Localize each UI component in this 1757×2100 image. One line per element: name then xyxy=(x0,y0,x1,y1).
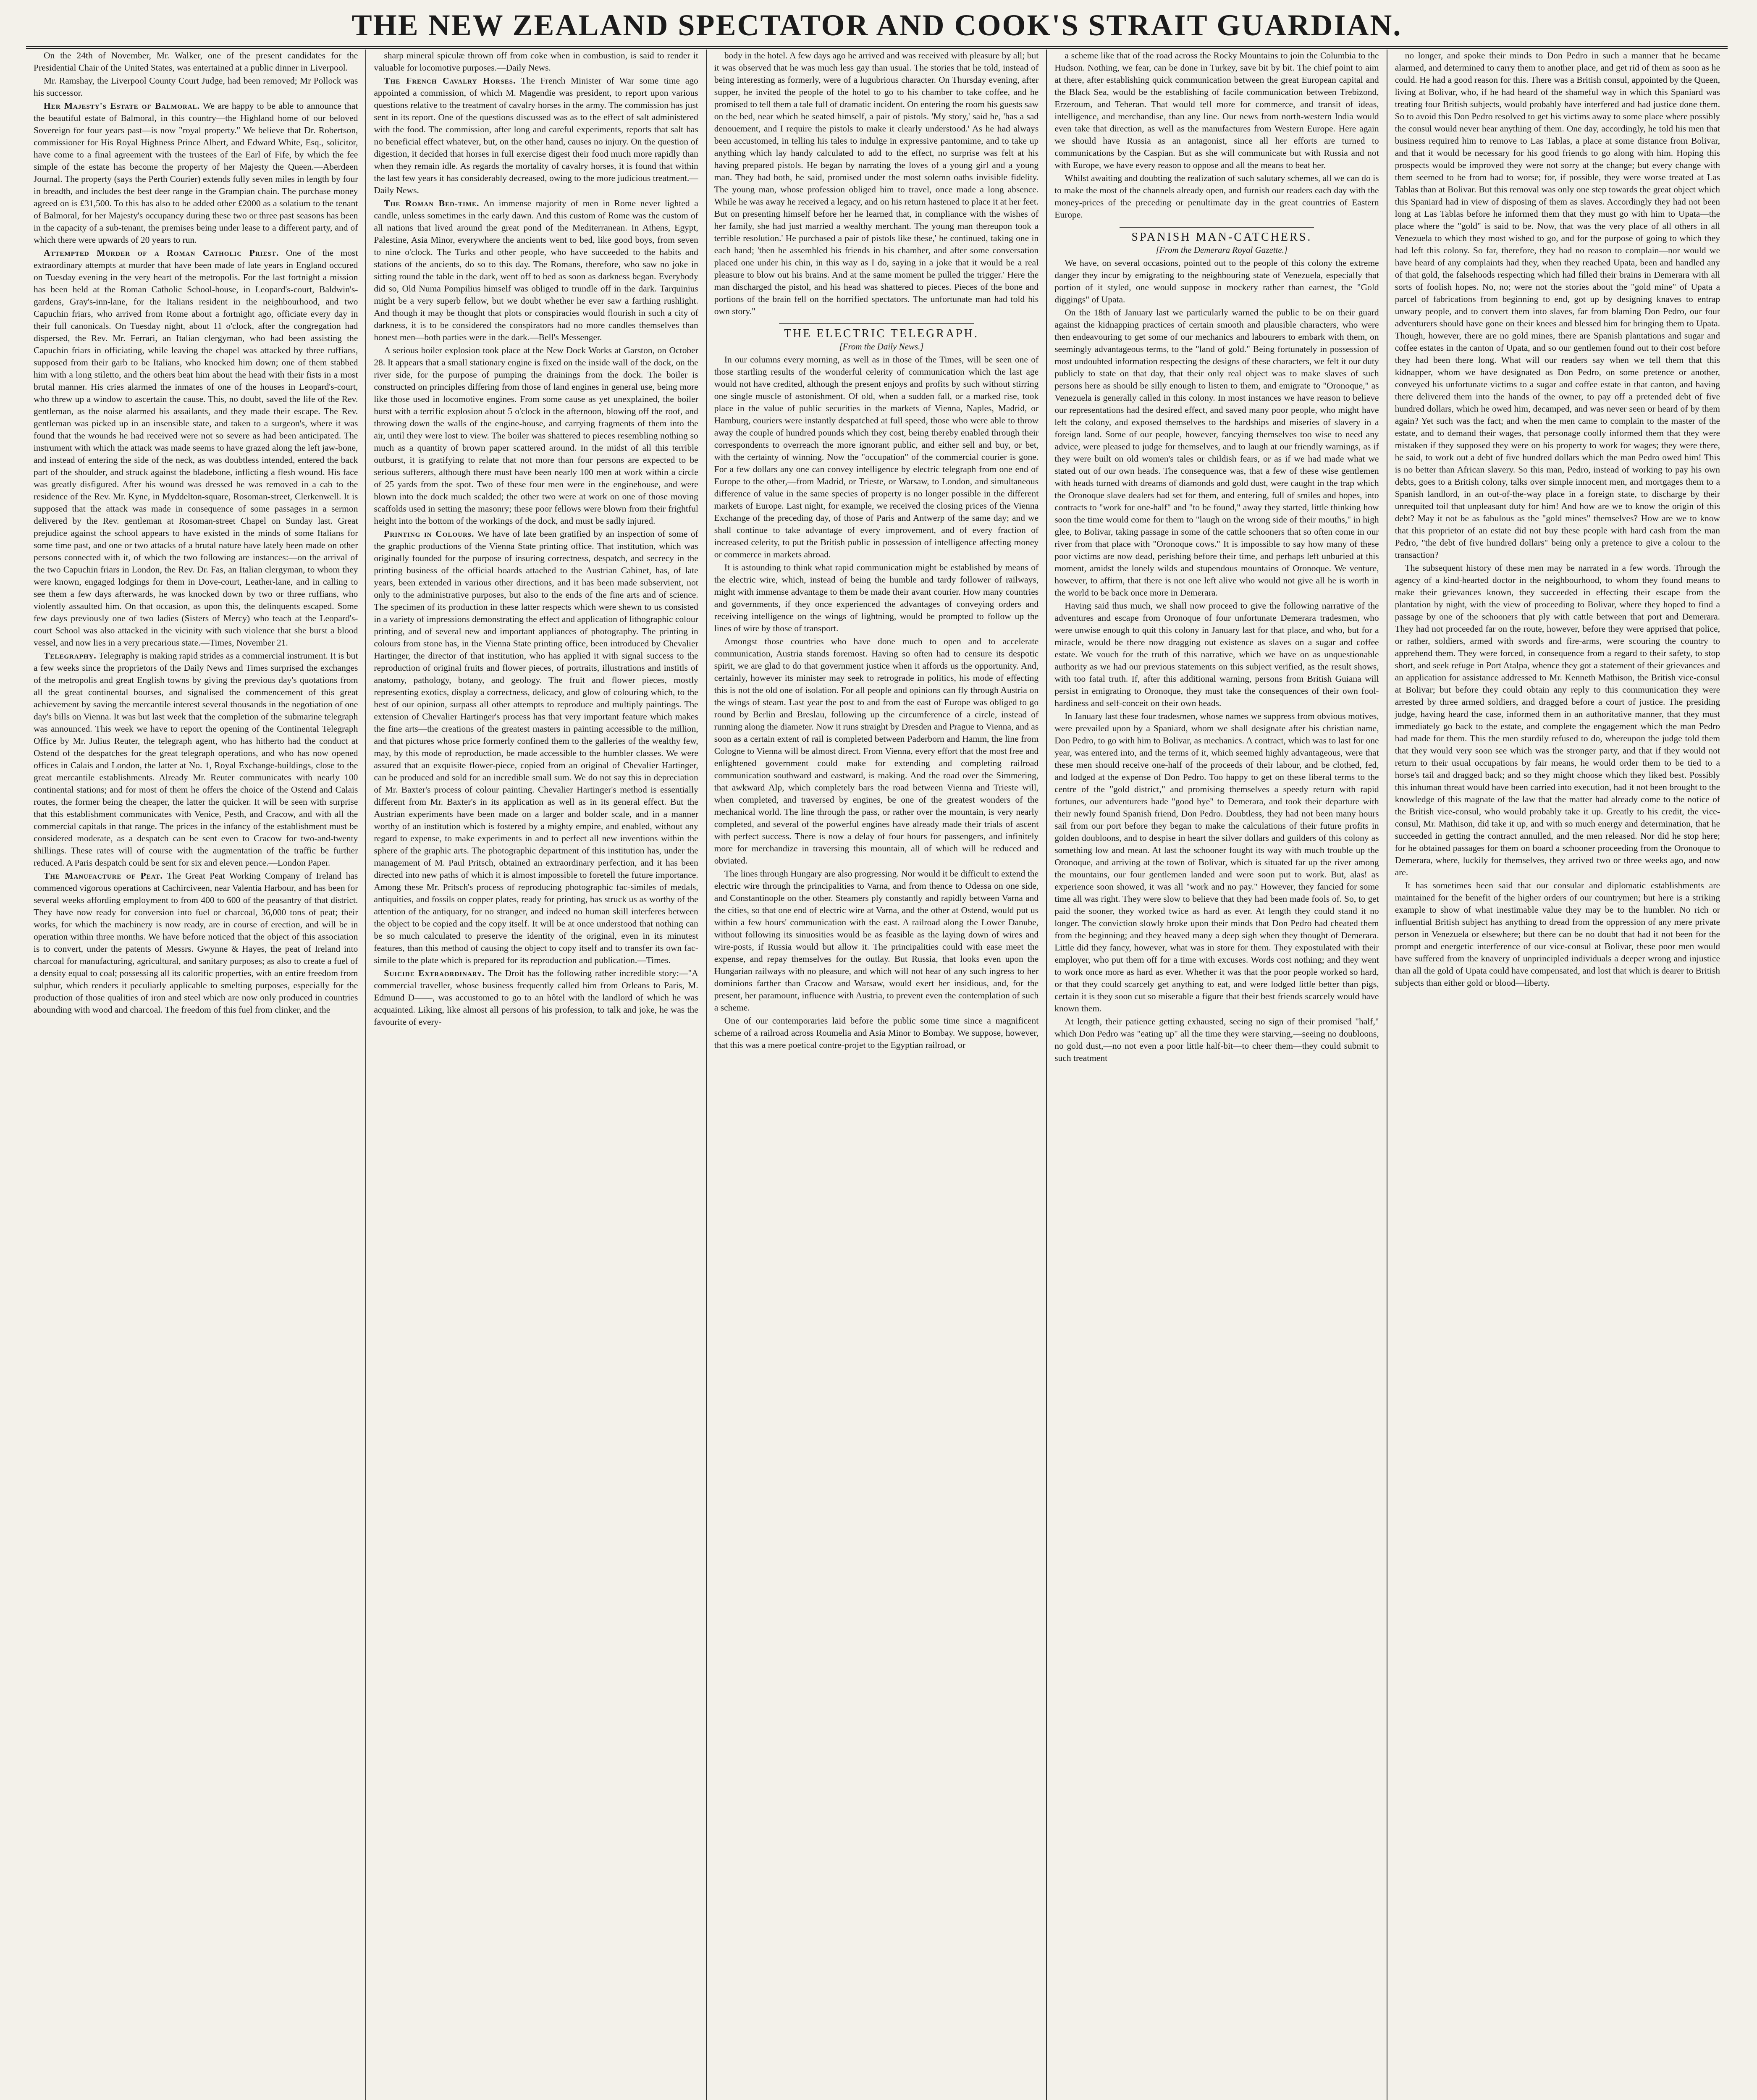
source-daily-news: [From the Daily News.] xyxy=(839,341,924,352)
column-3 xyxy=(707,50,1047,2100)
article-walker-dinner: On the 24th of November, Mr. Walker, one of the present candidates for the Presidential Chair of the United States, was entertained at a public dinner in Liverpool. xyxy=(34,50,358,73)
heading-balmoral: Her Majesty's Estate of Balmoral. xyxy=(44,101,200,111)
column-4 xyxy=(1047,50,1387,2100)
body-roman-bedtime: An immense majority of men in Rome never lighted a candle, unless sometimes in the early dawn. And this custom of Rome was the custom of all nations that lived around the great pond of the Mediterranean. In Athens, Egypt, Palestine, Asia Minor, everywhere the ancients went to bed, like good boys, from seven to nine o'clock. The Turks and other people, who have succeeded to the habits and stations of the ancients, do so to this day. The Romans, therefore, who saw no joke in sitting round the table in the dark, went off to bed as soon as darkness began. Everybody did so, Old Numa Pompilius himself was obliged to trundle off in the dark. Tarquinius might be a very superb fellow, but we doubt whether he ever saw a farthing rushlight. And though it may be thought that plots or conspiracies would flourish in such a city of darkness, it is to be considered the conspirators had no more candles themselves than honest men—both parties were in the dark.—Bell's Messenger. xyxy=(374,198,698,342)
section-title-electric-telegraph: THE ELECTRIC TELEGRAPH. xyxy=(784,327,979,340)
column-2 xyxy=(366,50,706,2100)
article-peat-continued: sharp mineral spiculæ thrown off from coke when in combustion, is said to render it valuable for locomotive purposes.—Daily News. xyxy=(374,50,698,73)
masthead: THE NEW ZEALAND SPECTATOR AND COOK'S STRAIT GUARDIAN. xyxy=(26,10,1728,49)
article-judge-removed: Mr. Ramshay, the Liverpool County Court Judge, had been removed; Mr Pollock was his successor. xyxy=(34,76,358,98)
body-printing-colours: We have of late been gratified by an inspection of some of the graphic productions of the Vienna State printing office. That institution, which was originally founded for the purpose of insuring correctness, despatch, and secrecy in the printing business of the official boards attached to the Austrian Cabinet, has, of late years, been extended in various other directions, and it has been made subservient, not only to the administrative purposes, but also to the ends of the fine arts and of science. The specimen of its production in these latter respects which were shewn to us consisted in a variety of impressions demonstrating the effect and application of lithographic colour printing, and of several new and important appliances of photography. The printing in colours from stone has, in the Vienna State printing office, been introduced by Chevalier Hartinger, the director of that institution, who has applied it with signal success to the reproduction of original fruits and flower pieces, of portraits, illustrations and institls of anatomy, pathology, botany, and geology. The fruit and flower pieces, mostly representing exotics, display a correctness, delicacy, and glow of colouring which, to the best of our opinion, surpass all other attempts to reproduce and multiply paintings. The extension of Chevalier Hartinger's process has that very important feature which makes the fine arts—the creations of the greatest masters in painting accessible to the million, and that pictures whose price formerly confined them to the galleries of the wealthy few, may, by this mode of reproduction, be made accessible to the humbler classes. We were assured that an exquisite flower-piece, copied from an original of Chevalier Hartinger, can be produced and sold for an incredible small sum. We do not say this in depreciation of Mr. Baxter's process of colour painting. Chevalier Hartinger's method is essentially different from Mr. Baxter's in its application as well as in its general effect. But the Austrian experiments have been made on a larger and bolder scale, and in a manner worthy of an institution which is fostered by a mighty empire, and enabled, without any regard to expense, to make experiments in and to perfect all new inventions within the sphere of the graphic arts. The photographic department of this institution has, under the management of M. Paul Pritsch, obtained an extraordinary perfection, and it has been directed into new paths of which it is almost impossible to foretell the future importance. Among these Mr. Pritsch's process of reproducing photographic fac-similes of medals, antiquities, and fossils on copper plates, ready for printing, has struck us as worthy of the attention of the antiquary, for no stranger, and indeed no human skill interferes between the object to be copied and the copy itself. It will be at once understood that nothing can be so much calculated to preserve the identity of the original, even in its minutest features, than this method of causing the object to copy itself and to transfer its own fac-simile to the plate which is prepared for its reproduction and publication.—Times. xyxy=(374,529,698,965)
man-catchers-paragraph: The subsequent history of these men may be narrated in a few words. Through the agency of a kind-hearted doctor in the neighbourhood, to whom they found means to make their grievances known, they succeeded in effecting their escape from the plantation by night, with the view of proceeding to Bolivar, where they hoped to find a passage by one of the schooners that ply with cattle between that port and Demerara. They had not proceeded far on the route, however, before they were apprised that police, or rather, soldiers, armed with swords and fire-arms, were scouring the country to apprehend them. They were forced, in consequence from a regard to their safety, to stop short, and seek refuge in Port Atalpa, whence they got a statement of their grievances and an application for assistance addressed to Mr. Kenneth Mathison, the British vice-consul at Bolivar; but before they could obtain any reply to this communication they were arrested by three armed soldiers, and dragged before a court of justice. The presiding judge, having heard the case, informed them in an authoritative manner, that they must immediately go back to the estate, and complete the engagement which the man Pedro had made for them. This the men sturdily refused to do, whereupon the judge told them that they would very soon see which was the stronger party, and that if they would not return to their usual occupations by fair means, he would order them to be tied to a horse's tail and dragged back; and so they might choose which they liked best. Possibly this inhuman threat would have been carried into execution, had it not been brought to the knowledge of this magnate of the law that the matter had already come to the notice of the British vice-consul, who would probably take it up. Greatly to his credit, the vice-consul, Mr. Mathison, did take it up, and with so much energy and determination, that he succeeded in getting the contract annulled, and the men released. Nor did he stop here; for he obtained passages for them on board a schooner proceeding from the Oronoque to Demerara, where, luckily for themselves, they arrived two or three weeks ago, and now are. xyxy=(1395,563,1720,877)
heading-cavalry-horses: The French Cavalry Horses. xyxy=(384,76,516,86)
telegraph-paragraph: One of our contemporaries laid before the public some time since a magnificent scheme of a railroad across Roumelia and Asia Minor to Bombay. We suppose, however, that this was a mere poetical contre-projet to the Egyptian railroad, or xyxy=(714,1016,1039,1050)
man-catchers-paragraph: At length, their patience getting exhausted, seeing no sign of their promised "half," which Don Pedro was "eating up" all the time they were starving,—seeing no doubloons, no gold dust,—no not even a poor little half-bit—to cheer them—they could submit to such treatment xyxy=(1054,1016,1379,1063)
article-balmoral xyxy=(34,100,358,246)
heading-suicide: Suicide Extraordinary. xyxy=(384,968,485,978)
telegraph-paragraph: It is astounding to think what rapid communication might be established by means of the electric wire, which, instead of being the humble and tardy follower of railways, might with immense advantage to them be made their avant courier. How many countries and governments, if they once experienced the advantages of conveying orders and receiving intelligence on the wings of lightning, would be prompted to follow up the lines of wire by those of transport. xyxy=(714,562,1039,633)
man-catchers-paragraph: In January last these four tradesmen, whose names we suppress from obvious motives, were prevailed upon by a Spaniard, whom we shall designate after his christian name, Don Pedro, to go with him to Bolivar, as mechanics. A contract, which was to last for one year, was entered into, and the terms of it, which seemed highly advantageous, were that these men should receive one-half of the proceeds of their labour, and be clothed, fed, and lodged at the expense of Don Pedro. Too happy to get on these liberal terms to the centre of the "gold district," and promising themselves a speedy return with rapid fortunes, our adventurers bade "good bye" to Demerara, and took their departure with their newly found Spanish friend, Don Pedro. Doubtless, they had not been many hours sail from our port before they began to make the calculations of their future profits in golden doubloons, and to despise in heart the silver dollars and guilders of this colony as something low and mean. At last the schooner fought its way with much trouble up the Oronoque, and arriving at the town of Bolivar, which is situated far up the river among the mountains, our four gentlemen landed and were soon put to work. But, alas! as experience soon showed, it was all "work and no pay." However, they fancied for some time all was right. They were slow to believe that they had been made fools of. So, to get paid the sooner, they worked twice as hard as ever. At length they could stand it no longer. The conviction slowly broke upon their minds that Don Pedro had cheated them from the beginning; and they heaved many a deep sigh when they thought of Demerara. Little did they fancy, however, what was in store for them. They expostulated with their employer, who put them off for a time with excuses. Words cost nothing; and they went to work once more as hard as ever. Whether it was that the poor people worked so hard, or that they could scarcely get anything to eat, and were lodged little better than pigs, certain it is they soon cut so miserable a figure that their best friends scarcely would have known them. xyxy=(1054,711,1379,1013)
man-catchers-paragraph: no longer, and spoke their minds to Don Pedro in such a manner that he became alarmed, and determined to carry them to another place, and get rid of them as soon as he could. He had a good reason for this. There was a British consul, appointed by the Queen, living at Bolivar, who, if he had heard of the shameful way in which this Spaniard was treating four British subjects, would probably have interfered and had justice done them. So to avoid this Don Pedro resolved to get his victims away to some place where possibly the consul would never hear anything of them. One day, accordingly, he told his men that business required him to remove to Las Tablas, a place at some distance from Bolivar, and that it would be necessary for his good friends to go along with him. Hoping this prospects would be improved they were not sorry at the change; but every change with them seemed to be from bad to worse; for, if possible, they were worse treated at Las Tablas than at Bolivar. But this removal was only one step towards the great object which this Spaniard had in view of disposing of them as slaves. Accordingly they had not been long at Las Tablas before he informed them that they must go with him to Upata—the place where the "gold" is said to be. Now, that was the very place of all others in all Venezuela to which they most wished to go, and for the purpose of going to which they had left this colony. So far, therefore, they had no reason to complain—nor would we have heard of any complaints had they, when they reached Upata, been and handled any of that gold, the falsehoods respecting which had filled their brains in Demerara with all sorts of foolish hopes. No, no; were not the stories about the "gold mine" of Upata a parcel of fabrications from beginning to end, got up by designing knaves to entrap unwary people, and to convert them into slaves, far from blaming Don Pedro, our four adventurers should have gone on their knees and blessed him for bringing them to Upata. Though, however, there are no gold mines, there are Spanish plantations and sugar and coffee estates in the canton of Upata, and so our gentlemen found out to their cost before they had been there long. What will our readers say when we tell them that this kidnapper, whom we have designated as Don Pedro, on some pretence or another, conveyed his unfortunate victims to a sugar and coffee estate in that canton, and having there delivered them into the hands of the owner, to pay off a pretended debt of five hundred dollars, which he owed him, decamped, and was never seen or heard of by them again? Yet such was the fact; and when the men came to complain to the master of the estate, and to demand their wages, that personage coolly informed them that they were mistaken if they supposed they were on his property to work for wages; they were there, he said, to work out a debt of five hundred dollars which the man Pedro owed him! This is no better than African slavery. So this man, Pedro, instead of working to pay his own debts, goes to a British colony, talks over simple innocent men, and mortgages them to a Spanish landlord, in an out-of-the-way place in a foreign state, to discharge by their unrequited toil that unpleasant duty for him! And how are we to know the origin of this debt? May it not be as fabulous as the "gold mines" themselves? How are we to know that this proprietor of an estate did not buy these people with hard cash from the man Pedro, "the debt of five hundred dollars" being only a pretence to give a colour to the transaction? xyxy=(1395,50,1720,560)
man-catchers-paragraph: We have, on several occasions, pointed out to the people of this colony the extreme danger they incur by emigrating to the neighbouring state of Venezuela, especially that portion of it styled, one would suppose in mockery rather than earnest, the "Gold diggings" of Upata. xyxy=(1054,258,1379,304)
body-suicide: The Droit has the following rather incredible story:—"A commercial traveller, whose business frequently called him from Orleans to Paris, M. Edmund D——, was accustomed to go to an hôtel with the landlord of which he was acquainted. Liking, like almost all persons of his profession, to talk and joke, he was the favourite of every- xyxy=(374,968,698,1027)
article-attempted-murder xyxy=(34,247,358,649)
section-divider xyxy=(779,323,973,324)
heading-attempted-murder: Attempted Murder of a Roman Catholic Priest. xyxy=(44,248,279,258)
heading-peat: The Manufacture of Peat. xyxy=(44,871,163,881)
telegraph-paragraph: Amongst those countries who have done much to open and to accelerate communication, Austria stands foremost. Having so often had to censure its despotic spirit, we are glad to do that government justice when it affords us the opportunity. And, certainly, however its minister may seek to retrograde in politics, his mode of effecting this is not the old one of isolation. For all people and opinions can fly through Austria on the wings of steam. Last year the post to and from the east of Europe was obliged to go round by Berlin and Breslau, following up the circumference of a circle, instead of running along the diameter. Now it runs straight by Dresden and Prague to Vienna, and as soon as a certain extent of rail is completed between Paderborn and Hamm, the line from Cologne to Vienna will be almost direct. From Vienna, every effort that the most free and enlightened government could make for extending and completing railroad communication southward and eastward, is making. And the road over the Simmering, that awkward Alp, which completely bars the road between Vienna and Trieste will, when completed, and traversed by engines, be one of the greatest wonders of the mechanical world. The line through the pass, or rather over the mountain, is very nearly completed, and several of the powerful engines have already made their trials of ascent with perfect success. There is now a delay of four hours for passengers, and infinitely more for merchandize in traversing this mountain, all of which will be reduced and obviated. xyxy=(714,636,1039,866)
article-boiler-explosion: A serious boiler explosion took place at the New Dock Works at Garston, on October 28. It appears that a small stationary engine is fixed on the inside wall of the dock, on the river side, for the purpose of pumping the drainings from the dock. The boiler is constructed on principles differing from those of land engines in general use, being more like those used in locomotive engines. From some cause as yet unexplained, the boiler burst with a terrific explosion about 5 o'clock in the afternoon, blowing off the roof, and throwing down the walls of the engine-house, and carrying fragments of them into the air, until they were lost to view. The boiler was shattered to pieces resembling nothing so much as a quantity of brown paper scattered around. In the midst of all this terrible outburst, it is gratifying to relate that not more than four persons are expected to be serious sufferers, although there must have been nearly 100 men at work within a circle of 25 yards from the spot. Two of these four men were in the enginehouse, and were blown into the dock much scalded; the other two were at work on one of those moving scaffolds used in setting the masonry; these poor fellows were blown from their frightful height into the bottom of the workings of the dock, and must be sadly injured. xyxy=(374,345,698,526)
section-divider xyxy=(1120,227,1314,228)
article-printing-colours xyxy=(374,528,698,966)
article-telegraphy xyxy=(34,650,358,869)
heading-printing-colours: Printing in Colours. xyxy=(384,529,475,539)
man-catchers-paragraph: Having said thus much, we shall now proceed to give the following narrative of the adventures and escape from Oronoque of four unfortunate Demerara tradesmen, who were unwise enough to quit this colony in January last for that place, and who, but for a miracle, would be there now dragging out existence as slaves on a sugar and coffee estate. We vouch for the truth of this narrative, which we have on as unquestionable authority as we had our previous statements on this subject verified, as the result shows, with too fatal truth. If, after this additional warning, persons from British Guiana will persist in emigrating to Oronoque, they must take the consequences of their own fool-hardiness and self-conceit on their own heads. xyxy=(1054,601,1379,708)
article-suicide xyxy=(374,967,698,1028)
heading-roman-bedtime: The Roman Bed-time. xyxy=(384,198,480,208)
telegraph-paragraph: In our columns every morning, as well as in those of the Times, will be seen one of those startling results of the wonderful celerity of communication which the last age would not have credited, although the present enjoys and profits by such without stirring one single muscle of astonishment. Of old, when a sudden fall, or a marked rise, took place in the value of public securities in the markets of Vienna, Naples, Madrid, or Hamburg, couriers were instantly despatched at full speed, those who were able to throw away the couple of hundred pounds which they cost, being thereby enabled through their correspondents to overreach the more ignorant public, and either sell and buy, or bet, with the certainty of winning. Now the "occupation" of the commercial courier is gone. For a few dollars any one can convey intelligence by electric telegraph from one end of Europe to the other,—from Madrid, or Trieste, or Warsaw, to London, and simultaneous difference of value in the same species of property is no longer possible in the different markets of Europe. Last night, for example, we received the closing prices of the Vienna Exchange of the preceding day, of those of Paris and Antwerp of the same day; and we shall continue to take advantage of every improvement, and of every fraction of increased celerity, to put the British public in possession of intelligence affecting money or commerce in markets abroad. xyxy=(714,354,1039,559)
body-peat: The Great Peat Working Company of Ireland has commenced vigorous operations at Cachirciveen, near Valentia Harbour, and has been for several weeks affording employment to from 400 to 600 of the peasantry of that district. They have now ready for conversion into fuel or charcoal, 36,000 tons of peat; their works, for which the machinery is now ready, are in course of erection, and will be in operation within three months. We have before noticed that the object of this association is to convert, under the patents of Messrs. Gwynne & Hayes, the peat of Ireland into charcoal for manufacturing, agricultural, and sanitary purposes; as also to create a fuel of a density equal to coal; possessing all its calorific properties, with an entire freedom from sulphur, which renders it peculiarly applicable to smelting purposes, especially for the production of those qualities of iron and steel which are now only produced in countries abounding with wood and charcoal. The freedom of this fuel from clinker, and the xyxy=(34,871,358,1015)
article-cavalry-horses xyxy=(374,75,698,197)
columns xyxy=(26,50,1728,2100)
man-catchers-paragraph: It has sometimes been said that our consular and diplomatic establishments are maintained for the benefit of the higher orders of our countrymen; but here is a striking example to show of what inestimable value they may be to the humbler. No rich or influential British subject has anything to dread from the oppression of any mere private person in Venezuela or elsewhere; but there can be no doubt that had it not been for the prompt and energetic interference of our vice-consul at Bolivar, these poor men would have suffered from the knavery of unprincipled individuals a deeper wrong and injustice than all the gold of Upata could have compensated, and lost that which is dearer to British subjects than either gold or blood—liberty. xyxy=(1395,880,1720,988)
section-title-spanish-man-catchers: SPANISH MAN-CATCHERS. xyxy=(1131,231,1312,244)
telegraph-paragraph: The lines through Hungary are also progressing. Nor would it be difficult to extend the electric wire through the principalities to Varna, and from thence to Odessa on one side, and Constantinople on the other. Steamers ply constantly and rapidly between Varna and the cities, so that one end of electric wire at Varna, and the other at Ostend, would put us within a few hours' communication with the east. A railroad along the Lower Danube, without following its sinuosities would be as feasible as the laying down of wires and wire-posts, if Russia would but allow it. The principalities could with ease meet the expense, and repay themselves for the outlay. But Russia, that looks even upon the Hungarian railways with no pleasure, and which will not hear of any such ingress to her dominions farther than Cracow and Warsaw, would exert her insidious, and, for the present, her paramount, influence with Austria, to prevent even the contemplation of such a scheme. xyxy=(714,869,1039,1013)
body-telegraphy: Telegraphy is making rapid strides as a commercial instrument. It is but a few weeks since the proprietors of the Daily News and Times surprised the exchanges of the metropolis and great English towns by giving the previous day's quotations from all the great continental bourses, and signalised the commencement of this great achievement by saving the mercantile interest several thousands in the negotiation of one day's bills on Vienna. It was but last week that the completion of the submarine telegraph was announced. This week we have to report the opening of the Continental Telegraph Office by Mr. Julius Reuter, the telegraph agent, who has hitherto had the conduct at Ostend of the despatches for the great telegraph operations, and who has now opened offices in Calais and London, the latter at No. 1, Royal Exchange-buildings, close to the great mercantile establishments. Already Mr. Reuter communicates with nearly 100 continental stations; and for most of them he offers the choice of the Ostend and Calais routes, the former being the cheaper, the latter the quicker. It will be seen with surprise that this establishment communicates with Venice, Pesth, and Cracow, and with all the commercial capitals in that range. The prices in the infancy of the establishment must be considered moderate, as a despatch can be sent even to Cracow for two-and-twenty shillings. These rates will of course with the augmentation of the traffic be further reduced. A Paris despatch could be sent for six and eleven pence.—London Paper. xyxy=(34,651,358,868)
telegraph-paragraph: a scheme like that of the road across the Rocky Mountains to join the Columbia to the Hudson. Nothing, we fear, can be done in Turkey, save bit by bit. The chief point to aim at there, after establishing quick communication between the great European capital and the Black Sea, would be the establishing of facile communication between Trebizond, Erzeroum, and Teheran. That would tell more for commerce, and transit of ideas, intelligence, and merchandise, than any line. Our news from north-western India would even take that direction, as well as the manufactures from Western Europe. Here again we should have Russia as an antagonist, since all her efforts are turned to communications by the Caspian. But as she will communicate but with Russia and not with Europe, we have every reason to oppose and all the means to beat her. xyxy=(1054,50,1379,170)
man-catchers-paragraph: On the 18th of January last we particularly warned the public to be on their guard against the kidnapping practices of certain smooth and plausible characters, who were then endeavouring to get some of our mechanics and labourers to embark with them, on seemingly advantageous terms, to the "land of gold." Being fortunately in possession of most undoubted information respecting the designs of these characters, we felt it our duty publicly to state on that day, that their only real object was to make slaves of such persons here as should be silly enough to listen to them, and emigrate to "Oronoque," as Venezuela is generally called in this colony. In most instances we have reason to believe our representations had the desired effect, and saved many poor people, who might have left the colony, and exposed themselves to the hardships and miseries of slavery in a foreign land. Some of our people, however, fancying themselves too wise to need any advice, were pleased to judge for themselves, and to laugh at our friendly warnings, as if they were built on old women's tales or childish fears, or as if we had made what we stated out of our own heads. The consequence was, that a few of these wise gentlemen with heads turned with dreams of diamonds and gold dust, were caught in the trap which the Oronoque slave dealers had set for them, and entering, full of smiles and hopes, into contracts to "work for one-half" and "to be found," away they started, little thinking how soon the time would come for them to "laugh on the wrong side of their mouths," in high glee, to Bolivar, taking passage in some of the cattle schooners that so often come in our river from that place with "Oronoque cows." It is impossible to say how many of these poor victims are now dead, perishing before their time, and perhaps left unburied at this moment, amidst the lonely wilds and stupendous mountains of Oronoque. We venture, however, to affirm, that there is not one left alive who would not give all he is worth in the world to be back once more in Demerara. xyxy=(1054,307,1379,598)
body-cavalry-horses: The French Minister of War some time ago appointed a commission, of which M. Magendie was president, to report upon various questions relative to the treatment of cavalry horses in the army. The commission has just sent in its report. One of the questions discussed was as to the effect of salt administered with the food. The commission, after long and careful experiments, reports that salt has no beneficial effect whatever, but, on the other hand, causes no injury. On the question of digestion, it decided that horses in full exercise digest their food much more rapidly than when they remain idle. As regards the mortality of cavalry horses, it is found that within the last few years it has considerably decreased, owing to the more judicious treatment.—Daily News. xyxy=(374,76,698,195)
body-attempted-murder: One of the most extraordinary attempts at murder that have been made of late years in England occured on Tuesday evening in the very heart of the metropolis. For the last fortnight a mission has been held at the Roman Catholic School-house, in Leopard's-court, Baldwin's-gardens, Gray's-inn-lane, for the Italians resident in the neighbourhood, and two Capuchin friars, who arrived from Rome about a fortnight ago, officiate every day in their full canonicals. On Tuesday night, about 11 o'clock, after the congregation had dispersed, the Rev. Mr. Ferrari, an Italian clergyman, who had been assisting the Capuchin friars in officiating, while leaving the chapel was attacked by three ruffians, supposed from their garb to be Italians, who knocked him down; one of them stabbed him with a long stiletto, and the others beat him about the head with their fists in a most brutal manner. His cries alarmed the inmates of one of the houses in Leopard's-court, who threw up a window to ascertain the cause. This, no doubt, saved the life of the Rev. gentleman, as the noise alarmed his assailants, and they made their escape. The Rev. gentleman was picked up in an insensible state, and taken to a surgeon's, where it was found that the wounds he had received were not so severe as had been anticipated. The instrument with which the attack was made seems to have grazed along the left jaw-bone, and instead of entering the side of the neck, as was doubtless intended, entered the back part of the shoulder, and struck against the bladebone, inflicting a flesh wound. His face was greatly disfigured. After his wound was dressed he was removed in a cab to the residence of the Rev. Mr. Kyne, in Myddelton-square, Rosoman-street, Clerkenwell. It is supposed that the attack was made in consequence of some passages in a sermon delivered by the Rev. gentleman at Rosoman-street Chapel on Sunday last. Great prejudice against the school appears to have existed in the minds of some Italians for some time past, and one or two attacks of a brutal nature have lately been made on other persons connected with it, of which the two following are instances:—on the arrival of the two Capuchin friars in London, the Rev. Dr. Fas, an Italian clergyman, to whom they were known, engaged lodgings for them in Dove-court, Leather-lane, and in calling to see them a few days afterwards, he was knocked down by two or three ruffians, who violently assaulted him. On that occasion, as upon this, the delinquents escaped. Some few days previously one of two ladies (Sisters of Mercy) who teach at the Leopard's-court School was also attacked in the vicinity with such violence that she burst a blood vessel, and now lies in a very precarious state.—Times, November 21. xyxy=(34,248,358,648)
article-peat xyxy=(34,870,358,1016)
article-roman-bedtime xyxy=(374,197,698,344)
column-5 xyxy=(1387,50,1728,2100)
heading-telegraphy: Telegraphy. xyxy=(44,651,97,661)
source-demerara-gazette: [From the Demerara Royal Gazette.] xyxy=(1156,245,1288,255)
telegraph-paragraph: Whilst awaiting and doubting the realization of such salutary schemes, all we can do is to make the most of the channels already open, and furnish our readers each day with the money-prices of the preceding or penultimate day in the great countries of Eastern Europe. xyxy=(1054,173,1379,220)
article-suicide-continued: body in the hotel. A few days ago he arrived and was received with pleasure by all; but it was observed that he was much less gay than usual. The stories that he told, instead of being interesting as formerly, were of a lugubrious character. On Thursday evening, after supper, he invited the people of the hotel to go to his chamber to take coffee, and he promised to tell them a tale full of dramatic incident. On entering the room his guests saw on the bed, near which he seated himself, a pair of pistols. 'My story,' said he, 'has a sad denouement, and I require the pistols to make it clearly understood.' As he had always been accustomed, in telling his tales to indulge in expressive pantomime, and to take up anything which lay handy calculated to add to the effect, no surprise was felt at his having prepared pistols. He began by narrating the loves of a young girl and a young man. They had both, he said, promised under the most solemn oaths invisible fidelity. The young man, whose profession obliged him to travel, once made a long absence. While he was away he received a legacy, and on his return hastened to place it at her feet. But on presenting himself before her he learned that, in compliance with the wishes of her family, she had just married a wealthy merchant. The young man thereupon took a terrible resolution.' He purchased a pair of pistols like these,' he continued, taking one in each hand; 'then he assembled his friends in his chamber, and after some conversation placed one under his chin, in this way as I do, saying in a joke that it would be a real pleasure to blow out his brains. And at the same moment he pulled the trigger.' Here the man discharged the pistol, and his head was shattered to pieces. Pieces of the bone and portions of the brain fell on the horrified spectators. The unfortunate man had told his own story." xyxy=(714,50,1039,316)
column-1 xyxy=(26,50,366,2100)
body-balmoral: We are happy to be able to announce that the beautiful estate of Balmoral, in this country—the Highland home of our beloved Sovereign for four years past—is now "royal property." We believe that Dr. Robertson, commissioner for His Royal Highness Prince Albert, and Edward White, Esq., solicitor, have come to a final agreement with the trustees of the Earl of Fife, by which the fee simple of the estate has become the property of her Majesty the Queen.—Aberdeen Journal. The property (says the Perth Courier) extends fully seven miles in length by four in breadth, and includes the best deer range in the Grampian chain. The purchase money agreed on is £31,500. To this has also to be added other £2000 as a solatium to the tenant of Balmoral, for her Majesty's occupancy during these two or three past seasons has been in the capacity of a sub-tenant, the premises being under lease to a different party, and of which there were upwards of 20 years to run. xyxy=(34,101,358,245)
